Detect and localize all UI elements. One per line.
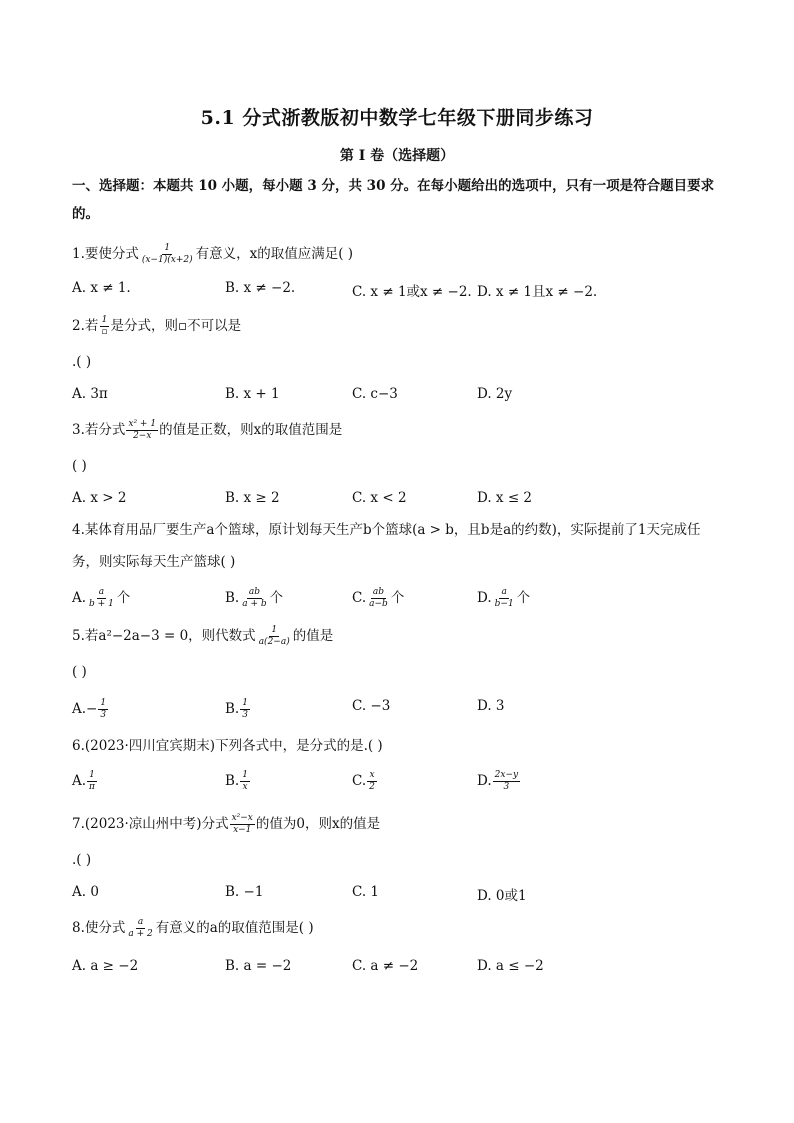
question-6: 6.(2023·四川宜宾期末)下列各式中，是分式的是.( )	[72, 738, 383, 754]
option-a[interactable]: A. x > 2	[72, 490, 127, 506]
options-4	[72, 586, 722, 610]
options-3	[72, 490, 722, 514]
options-5	[72, 698, 722, 722]
option-c[interactable]: C. $\frac{ab}{a-b}$ 个	[352, 587, 405, 609]
question-2: 2.若 $\frac{1}{▫}$ 是分式，则▫不可以是	[72, 315, 242, 337]
options-8	[72, 958, 722, 982]
option-c[interactable]: C. x < 2	[352, 490, 407, 506]
option-a[interactable]: A.− $\frac{1}{3}$	[72, 698, 107, 720]
fraction: $\frac{1}{(x-1)(x+2)}$	[141, 243, 193, 265]
option-a[interactable]: A. a ≥ −2	[72, 958, 139, 974]
option-d[interactable]: D. 2y	[477, 386, 513, 402]
question-7: 7.(2023·凉山州中考)分式 $\frac{\text{x²−x}}{x-1}$ 的值为0，则x的值是	[72, 813, 381, 835]
page-subtitle: 第 I 卷（选择题）	[339, 148, 455, 164]
option-d[interactable]: D. x ≤ 2	[477, 490, 533, 506]
question-5: 5.若a²−2a−3 = 0，则代数式 $\frac{1}{a(2-a)}$ 的值是	[72, 625, 334, 647]
option-b[interactable]: B. x + 1	[225, 386, 280, 402]
option-c[interactable]: C. $\frac{x}{2}$	[352, 770, 375, 792]
option-d[interactable]: D. 0或1	[477, 888, 527, 904]
fraction: $\frac{1}{a(2-a)}$	[258, 625, 290, 647]
question-1: 1.要使分式 $\frac{1}{(x-1)(x+2)}$ 有意义，x的取值应满足( )	[72, 243, 354, 265]
option-c[interactable]: C. x ≠ 1或x ≠ −2.	[352, 284, 472, 300]
options-7	[72, 884, 722, 908]
options-6	[72, 770, 722, 794]
option-d[interactable]: D. x ≠ 1且x ≠ −2.	[477, 284, 598, 300]
option-a[interactable]: A. 3π	[72, 386, 108, 402]
option-b[interactable]: B. x ≥ 2	[225, 490, 280, 506]
options-2	[72, 386, 722, 410]
option-a[interactable]: A. 0	[72, 884, 99, 900]
option-d[interactable]: D. a ≤ −2	[477, 958, 544, 974]
fraction: $\frac{\text{x² + 1}}{2-x}$	[128, 419, 157, 441]
options-1	[72, 280, 722, 304]
option-a[interactable]: A. x ≠ 1.	[72, 280, 131, 296]
option-b[interactable]: B. $\frac{1}{x}$	[225, 770, 248, 792]
question-4: 4.某体育用品厂要生产a个篮球，原计划每天生产b个篮球(a > b，且b是a的约数)，实际提前了1天完成任务，则实际每天生产篮球( )	[72, 522, 701, 570]
option-c[interactable]: C. a ≠ −2	[352, 958, 419, 974]
answer-paren-7: .( )	[72, 852, 92, 868]
section-instructions: 一、选择题：本题共 10 小题，每小题 3 分，共 30 分。在每小题给出的选项中，只有一项是符合题目要求的。	[72, 178, 715, 222]
option-a[interactable]: A. $\frac{a}{b + 1}$ 个	[72, 587, 131, 609]
option-c[interactable]: C. 1	[352, 884, 380, 900]
option-b[interactable]: B. $\frac{1}{3}$	[225, 698, 248, 720]
page-title: 5.1 分式浙教版初中数学七年级下册同步练习	[200, 107, 594, 129]
option-b[interactable]: B. x ≠ −2.	[225, 280, 296, 296]
option-b[interactable]: B. a = −2	[225, 958, 292, 974]
fraction: $\frac{1}{▫}$	[101, 315, 108, 337]
option-a[interactable]: A. $\frac{1}{\pi}$	[72, 770, 95, 792]
answer-paren-3: ( )	[72, 458, 87, 474]
option-c[interactable]: C. c−3	[352, 386, 398, 402]
option-d[interactable]: D. 3	[477, 698, 505, 714]
option-c[interactable]: C. −3	[352, 698, 391, 714]
question-3: 3.若分式 $\frac{\text{x² + 1}}{2-x}$ 的值是正数，则x的取值范围是	[72, 419, 343, 441]
option-b[interactable]: B. $\frac{ab}{a + b}$ 个	[225, 587, 284, 609]
question-8: 8.使分式 $\frac{a}{a + 2}$ 有意义的a的取值范围是( )	[72, 917, 314, 939]
fraction: $\frac{\text{x²−x}}{x-1}$	[231, 813, 253, 835]
option-d[interactable]: D. $\frac{2x-y}{3}$	[477, 770, 519, 792]
answer-paren-5: ( )	[72, 664, 87, 680]
option-b[interactable]: B. −1	[225, 884, 264, 900]
option-d[interactable]: D. $\frac{a}{b-1}$ 个	[477, 587, 531, 609]
answer-paren-2: .( )	[72, 354, 92, 370]
fraction: $\frac{a}{a + 2}$	[128, 917, 153, 939]
